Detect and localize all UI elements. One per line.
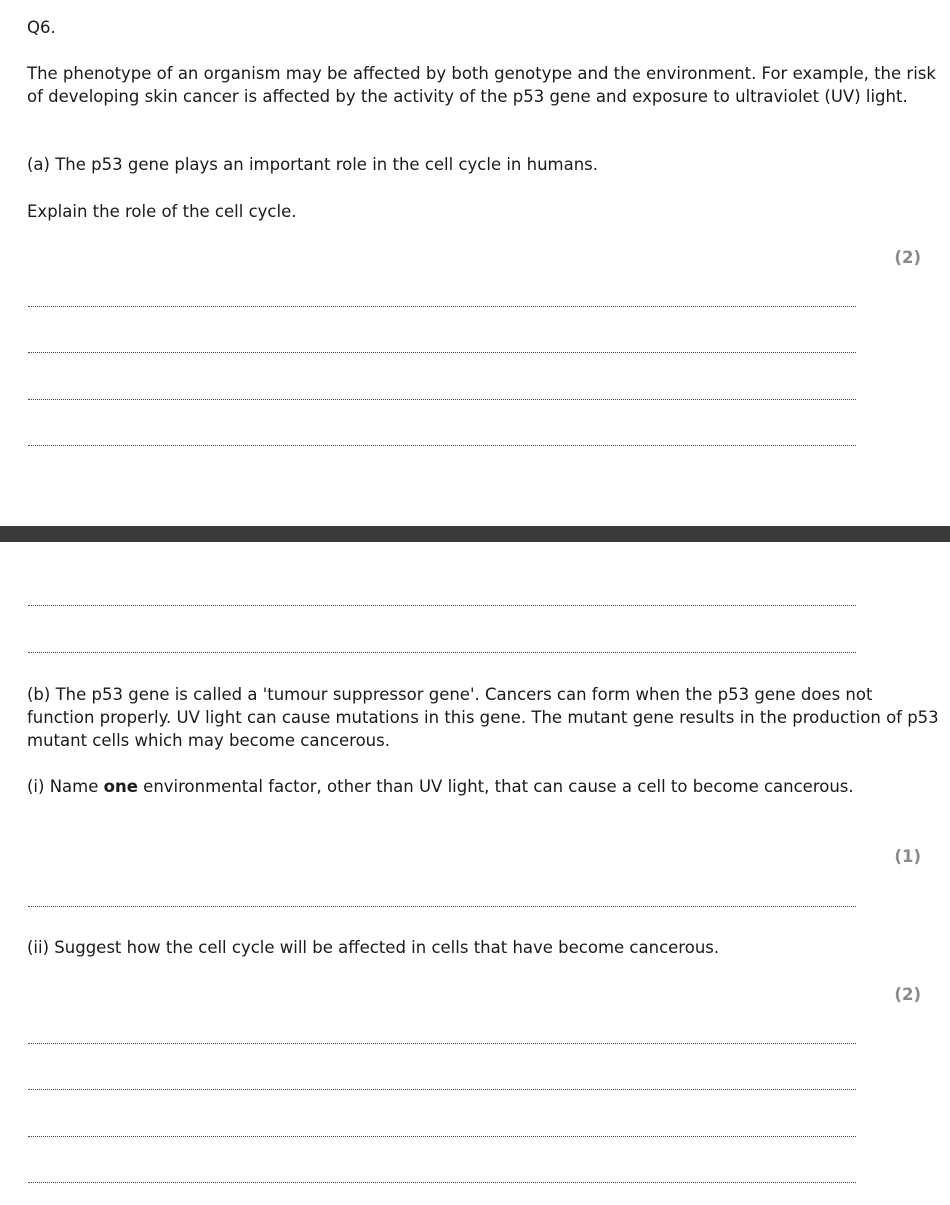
part-b-i-prefix: (i) Name bbox=[27, 777, 104, 796]
answer-line[interactable] bbox=[28, 445, 856, 446]
answer-line[interactable] bbox=[28, 652, 856, 653]
answer-line[interactable] bbox=[28, 399, 856, 400]
part-b-i-prompt bbox=[27, 775, 907, 798]
answer-line[interactable] bbox=[28, 605, 856, 606]
answer-line[interactable] bbox=[28, 352, 856, 353]
part-a-marks: (2) bbox=[894, 248, 921, 267]
answer-line[interactable] bbox=[28, 1136, 856, 1137]
part-a-statement: (a) The p53 gene plays an important role in the cell cycle in humans. bbox=[27, 155, 599, 174]
part-a-prompt: Explain the role of the cell cycle. bbox=[27, 202, 297, 221]
answer-line[interactable] bbox=[28, 1182, 856, 1183]
part-b-ii-prompt: (ii) Suggest how the cell cycle will be affected in cells that have become cancerous. bbox=[27, 938, 720, 957]
part-b-i-marks: (1) bbox=[894, 847, 921, 866]
question-number: Q6. bbox=[27, 18, 56, 37]
answer-line[interactable] bbox=[28, 1089, 856, 1090]
answer-line[interactable] bbox=[28, 906, 856, 907]
page-divider bbox=[0, 526, 950, 542]
part-b-i-suffix: environmental factor, other than UV light, that can cause a cell to become cancerous. bbox=[137, 777, 854, 796]
part-b-i-emphasis: one bbox=[103, 777, 138, 796]
answer-line[interactable] bbox=[28, 306, 856, 307]
question-intro: The phenotype of an organism may be affected by both genotype and the environment. For example, the risk of developing skin cancer is affected by the activity of the p53 gene and exposure to ultraviolet (UV) light. bbox=[27, 64, 936, 106]
part-b-ii-marks: (2) bbox=[894, 985, 921, 1004]
answer-line[interactable] bbox=[28, 1043, 856, 1044]
part-b-statement: (b) The p53 gene is called a 'tumour suppressor gene'. Cancers can form when the p53 gene does not function properly. UV light can cause mutations in this gene. The mutant gene results in the production of p53 mutant cells which may become cancerous. bbox=[27, 685, 939, 750]
